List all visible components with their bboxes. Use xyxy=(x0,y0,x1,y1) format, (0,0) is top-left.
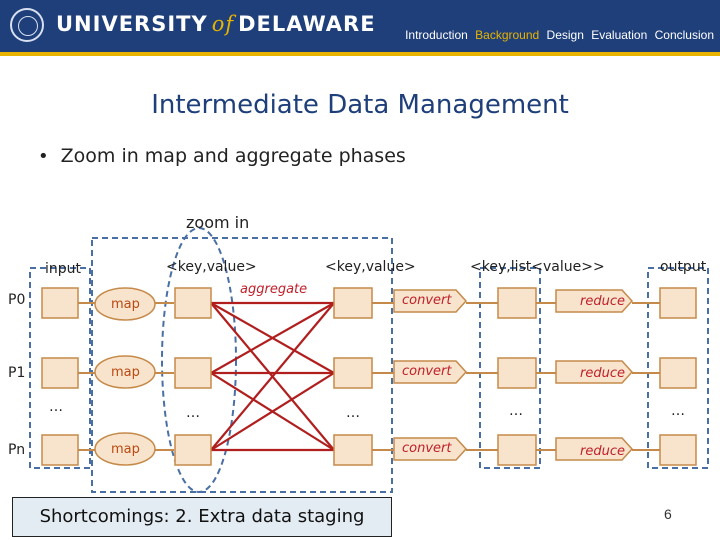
map-label: map xyxy=(111,365,140,380)
ellipsis: … xyxy=(49,399,63,415)
col-header-key-value-2: <key,value> xyxy=(325,259,416,275)
page-number: 6 xyxy=(664,506,672,522)
map-label: map xyxy=(111,297,140,312)
bullet-dot-icon: • xyxy=(38,146,49,167)
aggregate-label: aggregate xyxy=(240,282,308,297)
slide-title: Intermediate Data Management xyxy=(151,90,569,120)
col-header-key-value-1: <key,value> xyxy=(166,259,257,275)
bullet-text: Zoom in map and aggregate phases xyxy=(60,145,406,167)
map-label: map xyxy=(111,442,140,457)
university-logo: UNIVERSITY of DELAWARE xyxy=(56,12,376,36)
ellipsis: … xyxy=(346,405,360,421)
row-label-p0: P0 xyxy=(8,292,26,308)
shortcoming-callout: Shortcomings: 2. Extra data staging xyxy=(12,497,392,537)
col-header-input: input xyxy=(45,261,82,277)
ellipsis: … xyxy=(186,405,200,421)
ellipsis: … xyxy=(671,403,685,419)
nav-evaluation: Evaluation xyxy=(591,28,648,42)
col-header-output: output xyxy=(660,259,707,275)
nav-design: Design xyxy=(546,28,584,42)
row-label-p1: P1 xyxy=(8,365,26,381)
convert-label: convert xyxy=(402,364,452,379)
row-label-pn: Pn xyxy=(8,442,26,458)
nav-background: Background xyxy=(475,28,540,42)
reduce-label: reduce xyxy=(580,444,625,459)
zoom-in-label: zoom in xyxy=(186,213,250,232)
reduce-label: reduce xyxy=(580,294,625,309)
convert-label: convert xyxy=(402,293,452,308)
nav-introduction: Introduction xyxy=(405,28,468,42)
nav-conclusion: Conclusion xyxy=(654,28,714,42)
convert-label: convert xyxy=(402,441,452,456)
col-header-key-list-value: <key,list<value>> xyxy=(470,259,605,275)
ellipsis: … xyxy=(509,403,523,419)
reduce-label: reduce xyxy=(580,366,625,381)
